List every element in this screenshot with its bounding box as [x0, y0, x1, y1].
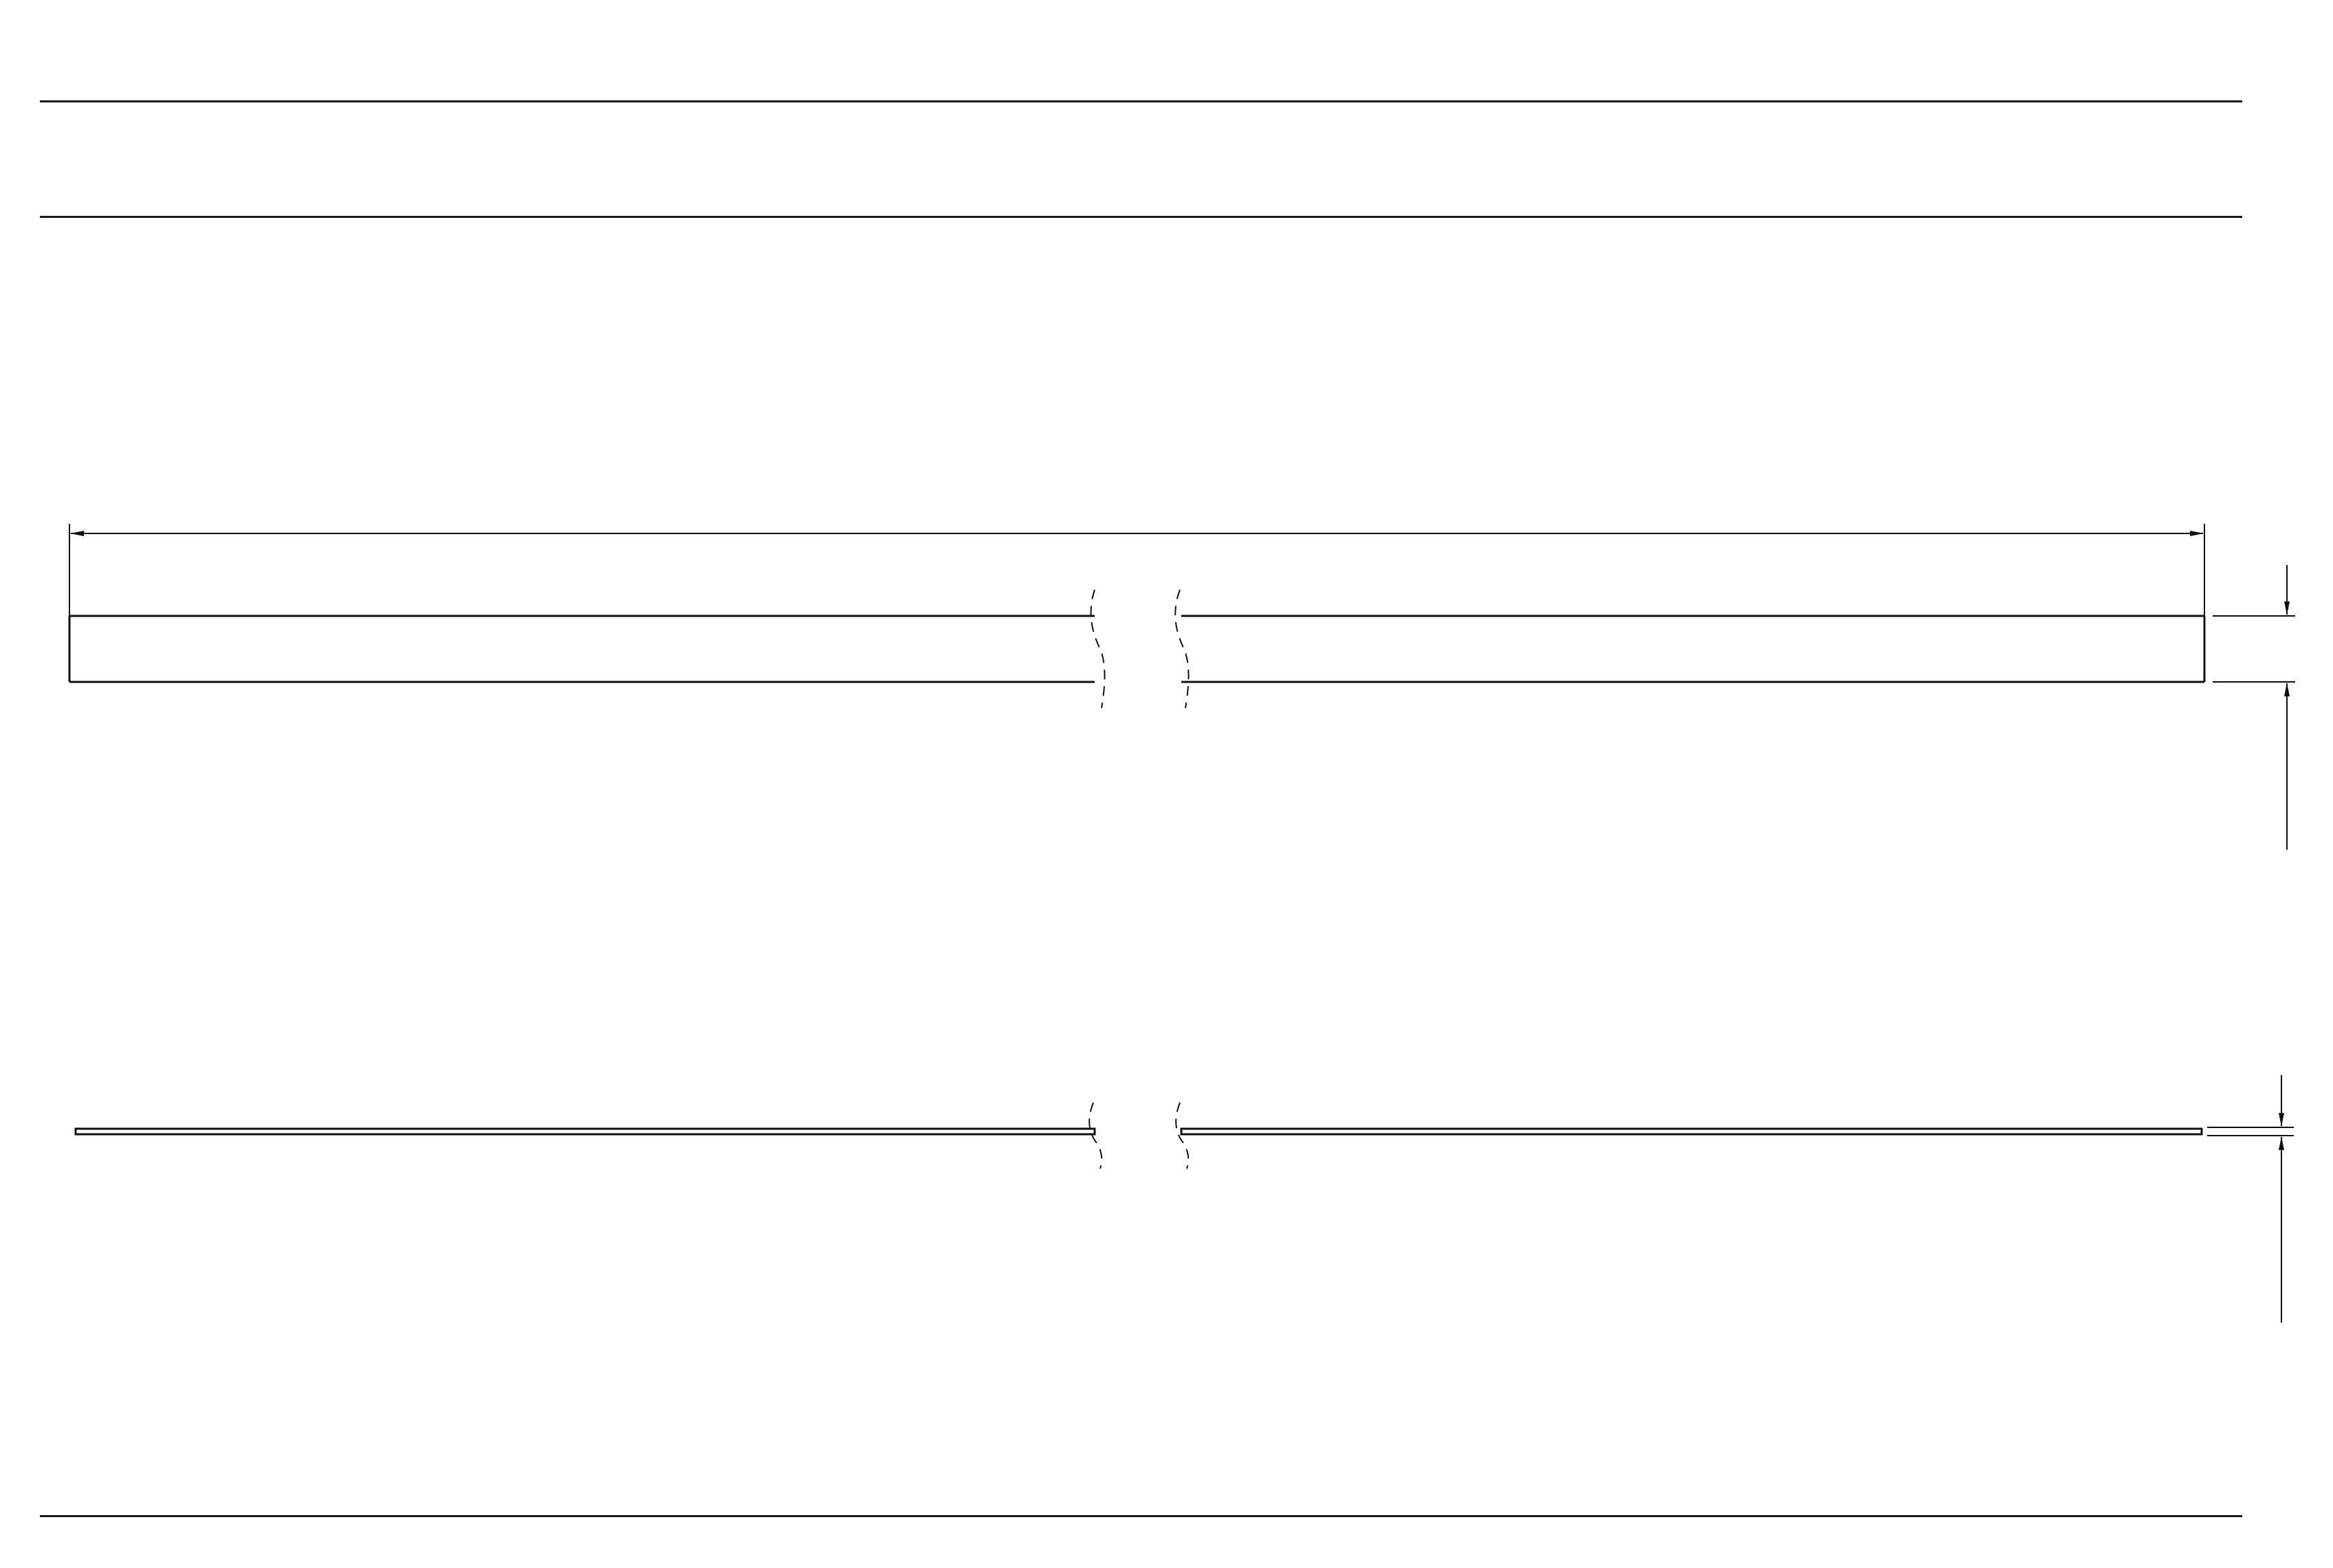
- thickness-dimension: [2207, 1075, 2294, 1323]
- footer-rule: [40, 1515, 2242, 1517]
- width-dimension: [2213, 565, 2295, 850]
- strip-top-view: [69, 590, 2204, 708]
- strip-side-view: [76, 1103, 2202, 1169]
- length-dimension: [69, 524, 2204, 677]
